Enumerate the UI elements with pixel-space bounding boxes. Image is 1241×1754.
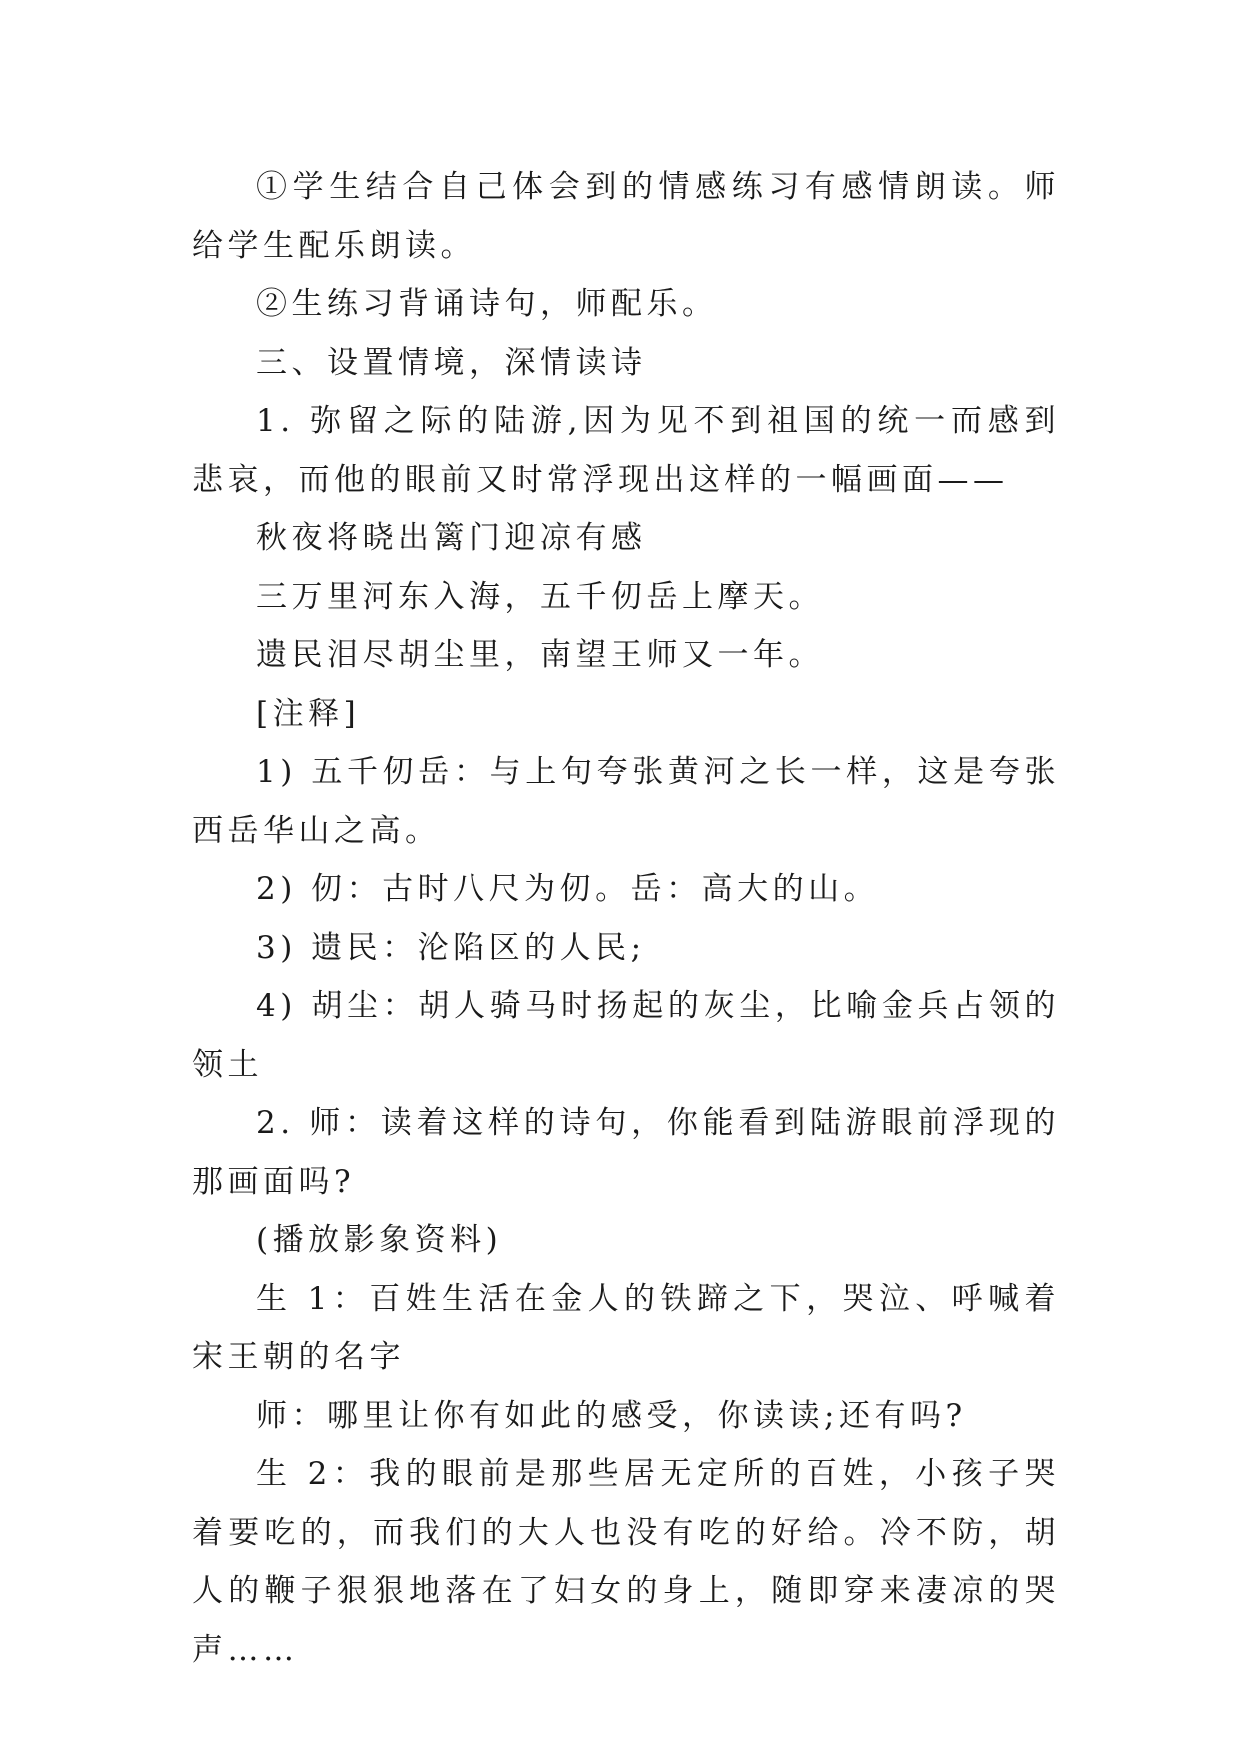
paragraph-1: ①学生结合自己体会到的情感练习有感情朗读。师给学生配乐朗读。 [192, 169, 1060, 264]
note-3: 3) 遗民：沦陷区的人民; [256, 929, 646, 966]
paragraph-17: 生 2：我的眼前是那些居无定所的百姓，小孩子哭着要吃的，而我们的大人也没有吃的好给。冷不防，胡人的鞭子狠狠地落在了妇女的身上，随即穿来凄凉的哭声…… [192, 1456, 1060, 1668]
paragraph-4: 1. 弥留之际的陆游,因为见不到祖国的统一而感到悲哀，而他的眼前又时常浮现出这样的一幅画面—— [192, 403, 1060, 498]
poem-title: 秋夜将晓出篱门迎凉有感 [256, 520, 647, 556]
paragraph-13: 2. 师：读着这样的诗句，你能看到陆游眼前浮现的那画面吗? [192, 1105, 1060, 1200]
paragraph-16: 师：哪里让你有如此的感受，你读读;还有吗? [256, 1397, 967, 1434]
document-body [192, 158, 1060, 1679]
poem-line-2: 遗民泪尽胡尘里，南望王师又一年。 [256, 637, 824, 673]
paragraph-14: (播放影象资料) [256, 1222, 503, 1258]
paragraph-2: ②生练习背诵诗句，师配乐。 [256, 286, 718, 322]
poem-line-1: 三万里河东入海，五千仞岳上摩天。 [256, 578, 824, 615]
note-4: 4) 胡尘：胡人骑马时扬起的灰尘，比喻金兵占领的领土 [192, 988, 1060, 1083]
paragraph-15: 生 1：百姓生活在金人的铁蹄之下，哭泣、呼喊着宋王朝的名字 [192, 1280, 1060, 1375]
notes-heading: [注释] [256, 695, 361, 732]
note-2: 2) 仞：古时八尺为仞。岳：高大的山。 [256, 871, 880, 907]
note-1: 1) 五千仞岳：与上句夸张黄河之长一样，这是夸张西岳华山之高。 [192, 754, 1060, 849]
section-heading: 三、设置情境，深情读诗 [256, 344, 647, 381]
